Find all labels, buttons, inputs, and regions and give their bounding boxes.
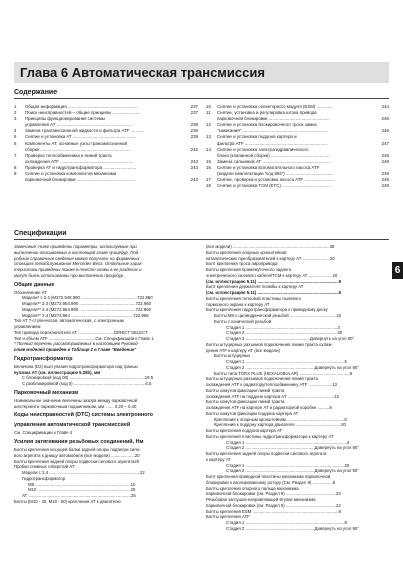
spec-line: Болты крепления несущей балки задней опоры подвески сило- [14,447,141,452]
spec-line: шестерней и парковочным подшипником, мм ....... 0.20 – 0.40 [14,403,137,409]
toc-entry-text: Снятие и установка АТ .................................................... [25,134,137,140]
spec-line: дения АТF к картеру АТ (все модели) [206,347,280,353]
toc-entry-page: 246 [381,128,389,134]
spec-line: Болты штуцерных [214,353,251,359]
spec-line: Пробки сливных отверстий АТ [14,464,75,470]
spec-line: Стадия 2 ..........................................................Довернуть на угол 90° [226,364,360,370]
toc-left-column [14,104,198,183]
spec-line: электрического силового кабеля/ТСМ к картеру АТ ....................20 [206,272,338,278]
spec-line: M10 ..............................................................................25 [28,487,136,493]
spec-line: Болты крепления опорных кронштейнов [206,249,287,255]
spec-line: робные справочные сведения можно получить на фирменных [14,255,140,261]
toc-entry-text: Снятие и установка поддона картера и [217,134,297,140]
spec-line: Болты штуцерных разъемов подключения линий тракта [206,376,318,382]
spec-line: Болты хомутов фиксации поддона картера АТ [206,410,299,416]
toc-entry-number: 10 [206,104,211,109]
spec-line: Стадия 1 .............................................................................3 [226,324,340,330]
spec-line: Тип АТ 7-ступенчатая, автоматическая, с электронным [14,318,124,324]
spec-line: Стадия 1 ...................................................................................5 [226,359,347,364]
toc-entry-number: 11 [206,110,211,116]
toc-entry-text: Снятие, установка и регулировка штока привода [217,110,317,116]
spec-line: станциях техобслуживания Mercedes-Benz. Отдельные харак- [14,261,143,267]
toc-entry-page: 244 [381,104,389,109]
toc-entry-number: 14 [206,146,211,152]
spec-line: Болты крепления пластины гидротрансформатора к картеру АТ [206,433,334,439]
spec-line: Резьбовая заглушка-направляющей втулки механизма [206,497,316,502]
toc-entry-page: 249 [381,177,389,183]
toc-entry-number: 4 [14,128,17,134]
spec-line: (см. иллюстрацию 5.11) ....................................................................5 [206,290,342,295]
spec-line: * Полный перечень рассматриваемых в настоящем Руковод- [14,341,139,347]
toc-entry-text: Снятие и установка электрогидравлического [217,146,309,152]
toc-entry-text: Снятие и установка ТСМ (ЕТС) ........................................ [217,183,331,189]
spec-line: С блокировкой (код 08) ...............................................................19.5 [22,375,154,381]
toc-entry-page: 237 [190,110,198,116]
spec-line: тормозного экрана к картеру АТ [206,301,270,307]
spec-line: Стадия 2 ..........................................................Довернуть на угол 90° [226,445,360,451]
spec-line: Крепления к поддону картера двигателя ......................................20 [214,422,346,428]
spec-line: (см. иллюстрацию 5.11) ....................................................................9 [206,278,342,284]
spec-line: Обозначение АТ [14,289,47,295]
toc-entry-text: Проверка теплообменника и линий тракта [25,152,112,158]
spec-line: Болты крепления гидротрансформатора к приводному диску [206,307,328,313]
toc-entry-text: фильтра АТF .................................................................... [217,140,328,146]
spec-line: Болты крепления задней опоры подвески силового агрегата20 [14,458,140,464]
toc-entry-number: 17 [206,177,211,183]
spec-line: Болты крепления промежуточного заднего [206,267,292,272]
toc-entry-page: 242 [190,146,198,152]
spec-line: Стадия 1 ...................................................................................8 [226,520,347,525]
spec-line: Тип и объем АТF .......................................См. Спецификации к Главе 1 [14,335,154,341]
toc-entry-text: "зажигания" ...................................................................... [217,128,328,134]
toc-entry-number: 13 [206,134,211,140]
spec-subheading: Усилия затягивания резьбовых соединений, Нм [14,439,144,445]
toc-entry-number: 3 [14,116,17,122]
toc-entry-text: Общая информация .......................................................... [25,104,139,109]
toc-entry-page: 243 [190,158,198,164]
spec-line: Болт крепления приводной пластины механизма парковочной [206,474,331,479]
toc-entry-number: 18 [206,183,211,189]
spec-subheading: Коды неисправностей (DTC) системы электронного [14,412,153,419]
toc-entry-text: парковочной блокировки .................................................. [217,116,330,122]
toc-entry-number: 6 [14,140,17,146]
toc-entry-text: охлаждения АТF ............................................................ [25,158,134,164]
toc-entry-text: (модели комплектации "код 893") ....................................... [217,171,334,177]
spec-line: Тип привода переключателя АТ ..............................DIRECT SELECT [14,329,148,335]
chapter-title: Глава 6 Автоматическая трансмиссия [14,62,389,83]
spec-line: Стадия 3 ......................................................Довернуть на угол 90° [226,336,355,341]
spec-line: теристики приведены также в тексте главы в ее разделах и [14,267,142,272]
toc-entry-page: 248 [381,152,389,158]
spec-line: (все модели) .................................................................................38 [206,244,335,249]
spec-line: Крепления к опорным кронштейнам ................................................8 [214,416,347,422]
toc-entry-text: Снятие и установка блокировочного троса замка [217,122,317,128]
toc-entry-number: 7 [14,152,17,158]
spec-line: Болты M8 с цилиндрической резьбой .......................................42 [214,313,342,318]
spec-line: Болты хомутов фиксации линий тракта [206,387,285,393]
spec-line: Модели* с 2.4 (M272.948.990 ...............................................722.960 [22,295,153,301]
toc-entry-number: 12 [206,122,211,128]
spec-line: Гидротрансформатор [22,475,66,481]
spec-line: Болты типа TORX PLUS (HEXALOBULAR) ..........................................8 [214,370,352,376]
spec-line: Болты крепления задней опоры подвески силового агрегата [206,451,327,456]
toc-entry-text: парковочной блокировки ................................................ [25,177,136,183]
spec-subheading: Парковочный механизм [14,389,79,396]
spec-line: блокировки к изолированному ротору (См. Раздел 9) .................5 [206,479,336,485]
spec-line: Модели** 2.4 (M272.984 ....................................................722.966 [22,312,149,318]
toc-entry-text: Снятие, проверка и установка насоса АТF ........................ [217,177,334,183]
toc-entry-number: 8 [14,164,17,170]
spec-line: См. Спецификации к Главе 4 [14,430,73,436]
spec-line: Болт крепления держателя пломбы к картеру АТ [206,284,304,290]
spec-line: Стадия 1 ...................................................................................20 [226,462,350,468]
spec-line: Болты крепления тепловой пластины пылевого [206,295,302,301]
spec-line: Модели** 2.4 (M272.954.990 ...............................................722.960 [22,301,152,306]
toc-entry-text: Снятие и установка селекторного модуля (ESM) ............. [217,104,333,109]
spec-line: Стадия 2 ..........................................................Довернуть на угол 90° [226,525,360,531]
spec-line: Стадия 1 .....................................................................................4 [226,439,350,445]
spec-line: Болты хомутов фиксации линий тракта [206,399,285,405]
toc-entry [206,183,389,189]
toc-entry-text: Снятие и установка вспомогательного насоса АТF [217,164,320,170]
spec-line: Величина (D2) выступания гидротрансформатора над гранью [14,363,138,369]
toc-entry-number: 2 [14,110,17,116]
toc-entry-number: 16 [206,164,211,170]
spec-line: Болты штуцерных разъемов подключения линии тракта охлаж- [206,341,333,347]
spec-line: АТ ......................................................................................25 [22,493,136,498]
spec-line: M8 ................................................................................10 [28,481,136,487]
spec-line: каталитических преобразователей к картеру АТ .......................20 [206,255,335,261]
toc-entry-text: Поиск неисправностей – общие принципы ....................... [25,110,141,116]
specs-left-column [14,244,196,505]
spec-line: стве моделей приведен в Таблице 2 в Главе "Введение" [14,347,137,352]
toc-entry-page: 247 [381,140,389,146]
spec-line: Стадия 2 .............................................................................30 [226,330,343,336]
toc-entry-text: блока (клапанной сборки) ................................................ [217,152,330,158]
spec-subheading: Общие данные [14,281,55,288]
toc-entry-text: Замена трансмиссионной жидкости и фильтра АТF ........... [25,128,145,134]
spec-line: вого агрегата к днищу автомобиля (все модели) ....................20 [14,452,140,458]
spec-line: Болты с конической резьбой [214,318,272,324]
spec-line: могут быть использованы при выполнении процедур. [14,272,125,278]
toc-entry-page: 238 [190,122,198,128]
toc-entry-page: 243 [190,164,198,170]
toc-entry-text: Замена сальников АТ ........................................................ [217,158,331,164]
toc-entry-number: 1 [14,104,17,109]
toc-entry-page: 238 [190,128,198,134]
spec-line: Болт крепления троса пиропривода [206,261,278,267]
spec-line: Болты крепления поддона картера АТ [206,428,283,433]
toc-entry-number: 5 [14,134,17,140]
spec-line: Болты крепления АТF [206,514,250,520]
spec-line: С разблокировкой (код 0) ............................................................6.5 [22,381,152,386]
spec-line: охлаждения АТF на поддоне картера АТ .......................................12 [206,393,339,399]
spec-line: Болты крепления опорного пальца механизма [206,485,299,491]
spec-line: управлением [14,324,41,329]
toc-entry-number: 9 [14,171,17,177]
toc-entry-text: Принципы функционирования системы [25,116,106,122]
toc-entry-page: 239 [190,134,198,140]
spec-line: охлаждения АТF на картере АТ и радиаторной коробке ..........8 [206,405,332,410]
spec-line: охлаждения АТF к радиатору/теплообменнику АТF ....................12 [206,382,338,387]
spec-line: Болты крепления ESM ........................................................................8 [206,508,341,514]
toc-right-column [206,104,389,189]
chapter-tab: 6 [392,262,403,279]
specs-heading: Спецификации [14,230,389,240]
spec-line: к картеру АТ [206,456,231,462]
specs-right-column [206,244,389,532]
toc-entry-number: 15 [206,158,211,164]
spec-line: кулачка АТ (см. иллюстрацию 5.28b), мм [14,369,101,375]
spec-line: Модели** 2.4 (M272.964.990 ...............................................722.960 [22,306,152,312]
toc-entry-page: 248 [381,158,389,164]
toc-entry-page: 237 [190,104,198,109]
toc-entry-page: 246 [381,116,389,122]
toc-entry-text: Компоненты АТ, основные узлы трансмиссионной [25,140,127,146]
toc-entry-text: сборки .......................................................................... [25,146,131,152]
toc-entry-page: 249 [381,183,389,189]
toc-entry-page: 243 [190,177,198,183]
toc-entry-page: 249 [381,171,389,177]
toc-entry [14,177,198,183]
spec-line: Стадия 2 ..........................................................Довернуть на угол 90° [226,468,360,474]
toc-entry-text: управления АТ .............................................................. [25,122,133,128]
spec-line: Номинальное значение величины зазора между парковочной [14,397,137,403]
spec-line: Болты (M10 - 40, M10 - 50) крепления АТ к двигателю [14,498,121,504]
contents-heading: Содержание [14,89,389,99]
toc-entry-text: Снятие и установка компонентов механизма [25,171,117,177]
spec-line: парковочной блокировки (см. Раздел 9) ..........................................22 [206,502,341,508]
spec-line: Замечание: Ниже приведены параметры, используемые при [14,244,137,249]
spec-line: выполнении описываемых в настоящей главе процедур. Под- [14,249,140,255]
spec-line: Модели с 2.4 ............................................................................22 [22,470,145,475]
spec-subheading: управления автоматической трансмиссией [14,422,131,429]
spec-line: парковочной блокировки (см. Раздел 9) ..........................................20 [206,491,341,497]
toc-entry-text: Проверка АТ и гидротрансформатора ........................... [25,164,137,170]
spec-subheading: Гидротрансформатор [14,355,73,362]
